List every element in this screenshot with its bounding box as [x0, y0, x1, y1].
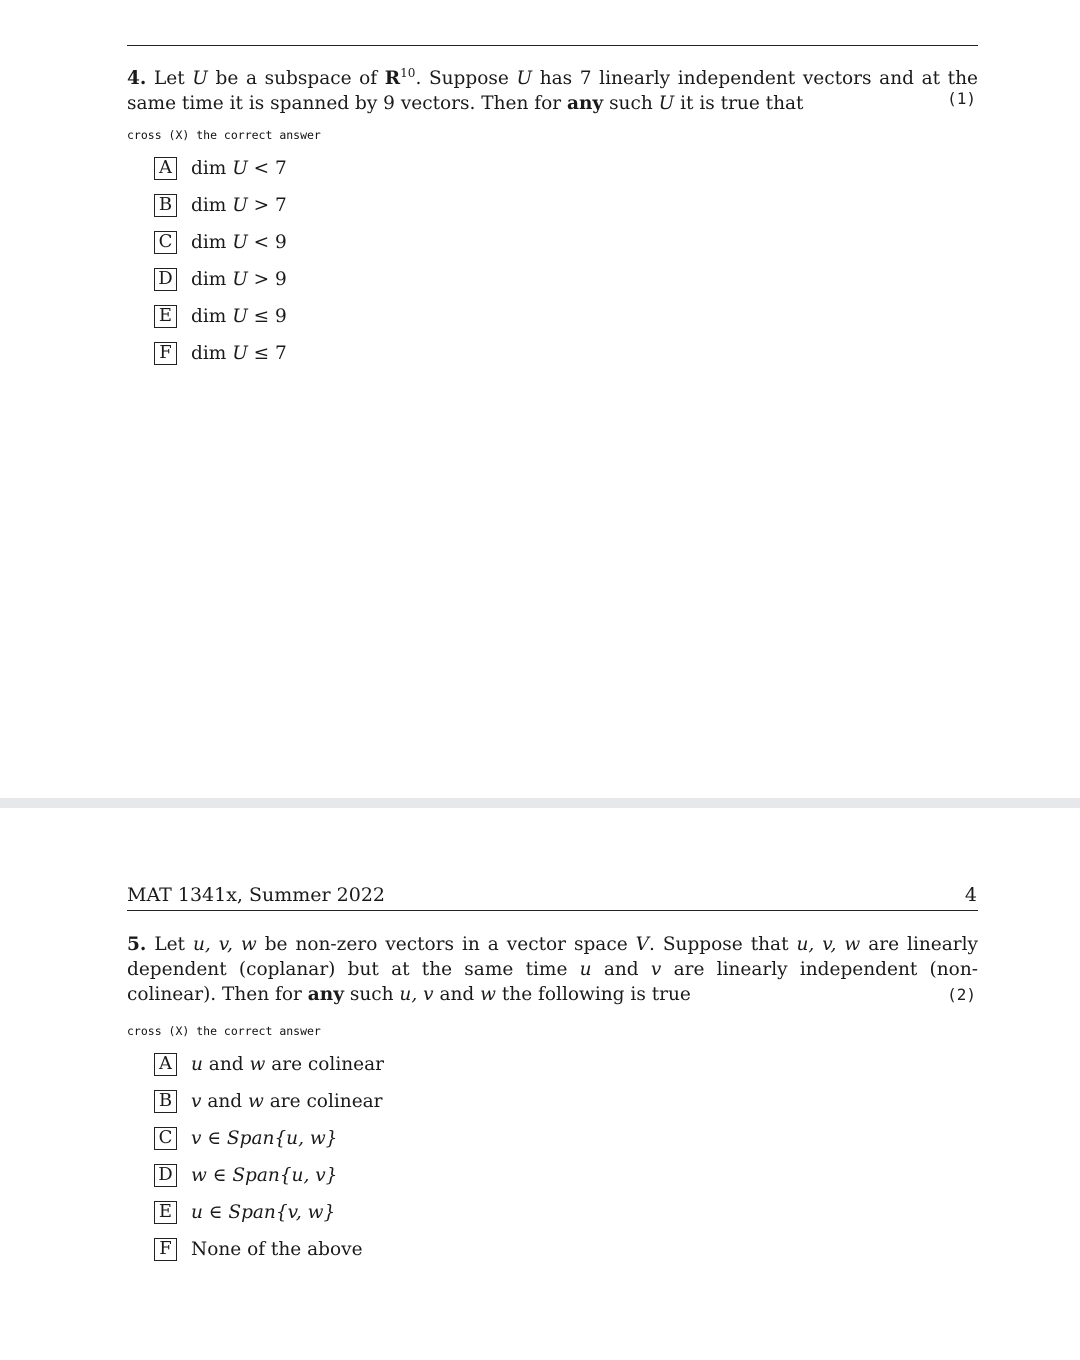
option-text [191, 1128, 337, 1149]
answer-checkbox[interactable]: A [154, 1053, 177, 1076]
op: dim [191, 305, 227, 327]
rest: are colinear [265, 1053, 384, 1075]
option-row[interactable] [154, 192, 287, 218]
q5-text-part: . Suppose that [649, 934, 789, 955]
points-label: (2) [947, 985, 976, 1004]
instruction-text: cross (X) the correct answer [127, 1024, 321, 1038]
rest: < 7 [247, 157, 287, 179]
rest: are colinear [263, 1090, 383, 1112]
q5-text-part: the following is true [501, 984, 691, 1005]
answer-checkbox[interactable]: F [154, 342, 177, 365]
q4-text-part: Let [153, 68, 185, 90]
math-var: v [650, 959, 662, 980]
option-row[interactable] [154, 266, 287, 292]
op: dim [191, 157, 227, 179]
option-text [191, 195, 287, 216]
answer-checkbox[interactable]: D [154, 1164, 177, 1187]
math-var: v [191, 1127, 202, 1149]
math-var: U [232, 231, 248, 253]
option-text [191, 232, 287, 253]
option-row[interactable] [154, 1088, 383, 1114]
math-var: u [579, 959, 592, 980]
answer-checkbox[interactable]: A [154, 157, 177, 180]
option-text [191, 343, 287, 364]
q5-text-part: are linearly independent (non-colinear). Then for [127, 959, 978, 1005]
option-row[interactable] [154, 229, 287, 255]
math-var: U [232, 305, 248, 327]
question-number: 5. [127, 934, 147, 955]
q4-text-part: be a subspace of [215, 68, 378, 90]
option-text [191, 1054, 384, 1075]
math-span: Span [226, 1127, 275, 1149]
math-var: U [232, 342, 248, 364]
q4-text-part: such [609, 93, 653, 115]
math-var: U [658, 93, 675, 115]
q5-text-part: Let [154, 934, 185, 955]
q5-text-part: and [603, 959, 639, 980]
question-4-text [127, 61, 978, 116]
math-var: w [248, 1090, 264, 1112]
option-row[interactable] [154, 303, 287, 329]
option-row[interactable] [154, 1162, 337, 1188]
option-text [191, 306, 287, 327]
math-var: w [480, 984, 496, 1005]
header-rule [127, 910, 978, 911]
instruction-text: cross (X) the correct answer [127, 128, 321, 142]
q4-text-part: has 7 linearly independent vectors and at the same time it is spanned by 9 vectors. Then for [127, 68, 978, 115]
math-var: U [516, 68, 533, 90]
math-var: u, v, w [796, 934, 861, 955]
math-var: V [635, 934, 650, 955]
math-var: v [191, 1090, 202, 1112]
q4-text-part: it is true that [680, 93, 804, 115]
math-var: U [232, 194, 248, 216]
option-row[interactable] [154, 1236, 363, 1262]
math-var: u [191, 1201, 203, 1223]
answer-checkbox[interactable]: C [154, 1127, 177, 1150]
op: dim [191, 194, 227, 216]
page-separator [0, 798, 1080, 808]
op: dim [191, 342, 227, 364]
rest: > 9 [247, 268, 287, 290]
option-text [191, 269, 287, 290]
option-text: None of the above [191, 1238, 363, 1260]
math-set: {u, v} [279, 1164, 338, 1186]
math-var: u, v [399, 984, 434, 1005]
option-text [191, 1202, 335, 1223]
op: dim [191, 268, 227, 290]
mid: ∈ [201, 1127, 227, 1149]
mid: ∈ [202, 1201, 229, 1223]
math-var: u, v, w [192, 934, 257, 955]
answer-checkbox[interactable]: C [154, 231, 177, 254]
op: dim [191, 231, 227, 253]
option-text [191, 1091, 383, 1112]
question-number: 4. [127, 68, 147, 90]
emphasis: any [307, 984, 344, 1005]
page-number: 4 [964, 884, 977, 906]
rest: ≤ 9 [247, 305, 287, 327]
q5-text-part: are linearly dependent (coplanar) but at the same time [127, 934, 978, 980]
answer-checkbox[interactable]: B [154, 194, 177, 217]
exam-page-bottom [0, 808, 1080, 1360]
q5-text-part: and [439, 984, 475, 1005]
mid: ∈ [206, 1164, 233, 1186]
option-row[interactable] [154, 155, 287, 181]
answer-checkbox[interactable]: E [154, 1201, 177, 1224]
option-row[interactable] [154, 340, 287, 366]
math-set: {v, w} [275, 1201, 336, 1223]
answer-checkbox[interactable]: D [154, 268, 177, 291]
math-var: U [232, 268, 248, 290]
option-text [191, 1165, 337, 1186]
math-var: U [192, 68, 208, 90]
option-row[interactable] [154, 1199, 335, 1225]
option-text [191, 158, 287, 179]
math-span: Span [228, 1201, 276, 1223]
math-exponent: 10 [400, 66, 416, 80]
math-span: Span [232, 1164, 280, 1186]
mid: and [202, 1053, 250, 1075]
rest: < 9 [247, 231, 287, 253]
course-header: MAT 1341x, Summer 2022 [127, 884, 386, 906]
math-var: w [191, 1164, 207, 1186]
question-5-text [127, 932, 978, 1007]
answer-checkbox[interactable]: F [154, 1238, 177, 1261]
header-rule [127, 45, 978, 46]
answer-checkbox[interactable]: B [154, 1090, 177, 1113]
q4-text-part: . Suppose [415, 68, 509, 90]
option-row[interactable] [154, 1051, 384, 1077]
math-field: R [384, 68, 401, 90]
q5-text-part: be non-zero vectors in a vector space [264, 934, 628, 955]
mid: and [201, 1090, 249, 1112]
points-label: (1) [947, 89, 976, 108]
math-set: {u, w} [274, 1127, 338, 1149]
answer-checkbox[interactable]: E [154, 305, 177, 328]
option-row[interactable] [154, 1125, 337, 1151]
math-var: U [232, 157, 248, 179]
q5-text-part: such [349, 984, 394, 1005]
emphasis: any [566, 93, 604, 115]
rest: > 7 [247, 194, 287, 216]
rest: ≤ 7 [247, 342, 287, 364]
math-var: w [249, 1053, 266, 1075]
math-var: u [191, 1053, 203, 1075]
